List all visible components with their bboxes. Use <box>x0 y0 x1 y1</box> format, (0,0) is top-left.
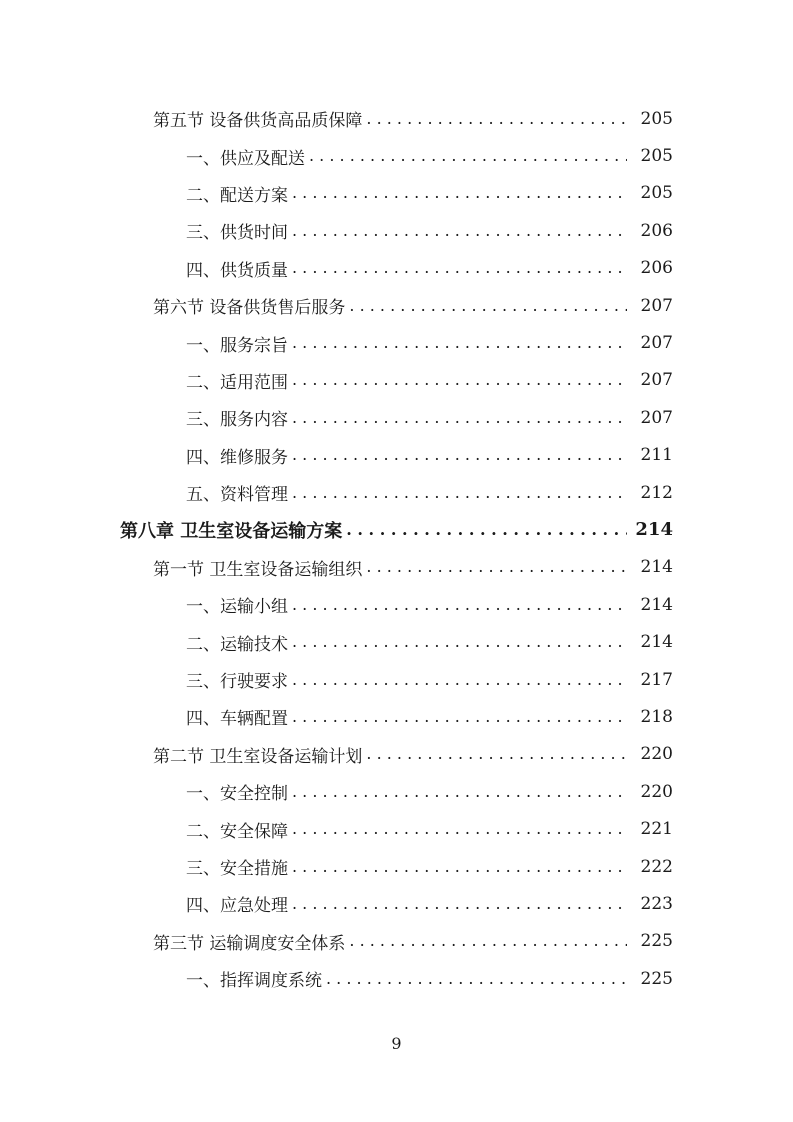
toc-entry-section[interactable] <box>0 100 793 137</box>
dot-leader <box>366 744 627 764</box>
toc-entry-page-number: 221 <box>640 819 673 840</box>
dot-leader <box>346 520 627 540</box>
toc-entry-item[interactable] <box>0 960 793 997</box>
toc-entry-title: 三、安全措施 <box>186 859 288 879</box>
toc-entry-title: 第二节 卫生室设备运输计划 <box>153 746 363 767</box>
dot-leader <box>292 221 627 241</box>
dot-leader <box>309 146 627 166</box>
toc-entry-title: 四、维修服务 <box>186 447 288 468</box>
toc-entry-page-number: 205 <box>640 146 673 167</box>
dot-leader <box>292 595 627 615</box>
toc-entry-title: 一、服务宗旨 <box>186 335 288 356</box>
toc-entry-title: 一、运输小组 <box>186 597 288 618</box>
dot-leader <box>292 632 627 652</box>
toc-entry-title: 二、适用范围 <box>186 372 288 393</box>
toc-entry-title: 三、行驶要求 <box>186 672 288 693</box>
toc-entry-title: 二、安全保障 <box>186 821 288 842</box>
toc-entry-title: 一、安全控制 <box>186 784 288 805</box>
dot-leader <box>292 894 627 914</box>
toc-entry-item[interactable] <box>0 324 793 361</box>
toc-entry-title: 五、资料管理 <box>186 485 288 506</box>
toc-entry-page-number: 218 <box>640 706 673 727</box>
toc-entry-page-number: 211 <box>640 445 673 466</box>
dot-leader <box>292 819 627 839</box>
dot-leader <box>292 782 627 802</box>
dot-leader <box>366 557 627 577</box>
toc-entry-title: 四、车辆配置 <box>186 709 288 730</box>
toc-entry-title: 第一节 卫生室设备运输组织 <box>153 559 363 580</box>
page-number: 9 <box>391 1034 402 1053</box>
dot-leader <box>292 183 627 203</box>
toc-entry-section[interactable] <box>0 923 793 960</box>
toc-entry-page-number: 205 <box>640 108 673 129</box>
toc-entry-title: 第五节 设备供货高品质保障 <box>153 111 363 132</box>
dot-leader <box>292 258 627 278</box>
toc-entry-section[interactable] <box>0 736 793 773</box>
dot-leader <box>292 670 627 690</box>
toc-entry-page-number: 212 <box>640 482 673 503</box>
toc-entry-title: 第六节 设备供货售后服务 <box>153 298 346 319</box>
dot-leader <box>292 445 627 465</box>
toc-entry-page-number: 207 <box>640 295 673 316</box>
toc-entry-title: 四、应急处理 <box>186 896 288 917</box>
toc-entry-item[interactable] <box>0 175 793 212</box>
toc-entry-item[interactable] <box>0 586 793 623</box>
toc-entry-item[interactable] <box>0 250 793 287</box>
toc-entry-title: 二、运输技术 <box>186 634 288 655</box>
toc-entry-item[interactable] <box>0 437 793 474</box>
toc-entry-page-number: 220 <box>640 744 673 765</box>
toc-entry-page-number: 222 <box>640 856 673 877</box>
toc-entry-title: 四、供货质量 <box>186 260 288 281</box>
toc-entry-item[interactable] <box>0 362 793 399</box>
toc-entry-item[interactable] <box>0 137 793 174</box>
toc-entry-item[interactable] <box>0 885 793 922</box>
toc-entry-item[interactable] <box>0 399 793 436</box>
toc-entry-item[interactable] <box>0 698 793 735</box>
dot-leader <box>349 296 627 316</box>
toc-entry-chapter[interactable] <box>0 511 793 548</box>
toc-entry-section[interactable] <box>0 287 793 324</box>
toc-entry-item[interactable] <box>0 810 793 847</box>
toc-entry-item[interactable] <box>0 773 793 810</box>
toc-entry-item[interactable] <box>0 212 793 249</box>
dot-leader <box>349 931 627 951</box>
toc-entry-item[interactable] <box>0 474 793 511</box>
toc-entry-section[interactable] <box>0 549 793 586</box>
toc-entry-title: 一、供应及配送 <box>186 148 305 169</box>
toc-entry-page-number: 223 <box>640 893 673 914</box>
toc-entry-page-number: 206 <box>640 258 673 279</box>
toc-entry-page-number: 217 <box>640 669 673 690</box>
dot-leader <box>292 707 627 727</box>
toc-entry-title: 一、指挥调度系统 <box>186 971 322 992</box>
toc-entry-page-number: 207 <box>640 333 673 354</box>
toc-entry-title: 三、供货时间 <box>186 223 288 244</box>
toc-entry-item[interactable] <box>0 848 793 885</box>
toc-entry-page-number: 205 <box>640 183 673 204</box>
dot-leader <box>292 333 627 353</box>
toc-entry-item[interactable] <box>0 661 793 698</box>
toc-entry-title: 二、配送方案 <box>186 185 288 206</box>
toc-entry-page-number: 207 <box>640 407 673 428</box>
toc-entry-title: 第三节 运输调度安全体系 <box>153 933 346 954</box>
dot-leader <box>326 969 627 989</box>
toc-entry-page-number: 214 <box>640 632 673 653</box>
dot-leader <box>292 408 627 428</box>
table-of-contents <box>0 100 793 997</box>
toc-entry-page-number: 225 <box>640 968 673 989</box>
toc-entry-title: 第八章 卫生室设备运输方案 <box>120 520 343 542</box>
toc-entry-page-number: 214 <box>635 519 673 541</box>
toc-entry-page-number: 220 <box>640 781 673 802</box>
dot-leader <box>292 483 627 503</box>
toc-entry-title: 三、服务内容 <box>186 410 288 431</box>
toc-entry-page-number: 207 <box>640 370 673 391</box>
toc-entry-item[interactable] <box>0 623 793 660</box>
dot-leader <box>292 857 627 877</box>
toc-entry-page-number: 225 <box>640 931 673 952</box>
toc-entry-page-number: 206 <box>640 220 673 241</box>
toc-entry-page-number: 214 <box>640 594 673 615</box>
dot-leader <box>366 109 627 129</box>
toc-entry-page-number: 214 <box>640 557 673 578</box>
dot-leader <box>292 370 627 390</box>
